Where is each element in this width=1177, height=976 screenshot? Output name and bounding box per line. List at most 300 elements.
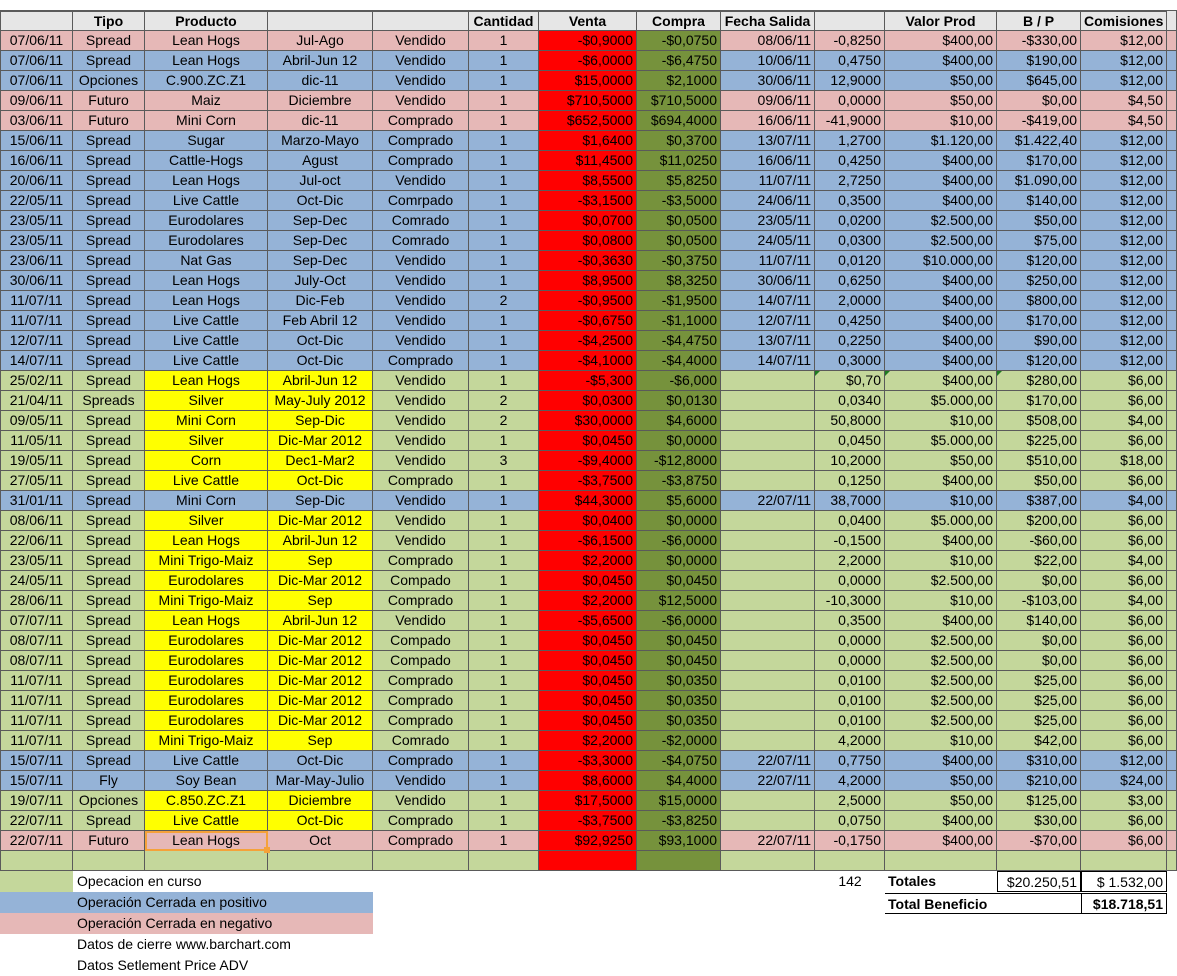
venta-cell[interactable]: -$0,6750 [539, 311, 637, 331]
diferencia-cell[interactable]: 0,4250 [815, 151, 885, 171]
mes-cell[interactable]: Feb Abril 12 [268, 311, 373, 331]
comisiones-cell[interactable]: $12,00 [1081, 311, 1167, 331]
cantidad-cell[interactable]: 2 [469, 391, 539, 411]
compra-cell[interactable]: -$4,4750 [637, 331, 721, 351]
producto-cell[interactable]: Lean Hogs [145, 271, 268, 291]
tipo-cell[interactable]: Spread [73, 191, 145, 211]
producto-cell[interactable]: Sugar [145, 131, 268, 151]
mes-cell[interactable]: Dic-Mar 2012 [268, 651, 373, 671]
operacion-cell[interactable]: Vendido [373, 451, 469, 471]
bp-cell[interactable]: $125,00 [997, 791, 1081, 811]
mes-cell[interactable]: Agust [268, 151, 373, 171]
operacion-cell[interactable]: Vendido [373, 511, 469, 531]
operacion-cell[interactable]: Comprado [373, 711, 469, 731]
fecha-salida-cell[interactable]: 24/05/11 [721, 231, 815, 251]
valor-prod-cell[interactable]: $10,00 [885, 591, 997, 611]
diferencia-cell[interactable]: 0,1250 [815, 471, 885, 491]
bp-cell[interactable]: $0,00 [997, 91, 1081, 111]
bp-cell[interactable]: -$330,00 [997, 31, 1081, 51]
diferencia-cell[interactable]: 0,3000 [815, 351, 885, 371]
valor-prod-cell[interactable]: $1.120,00 [885, 131, 997, 151]
mes-cell[interactable]: Abril-Jun 12 [268, 611, 373, 631]
cantidad-cell[interactable]: 1 [469, 431, 539, 451]
compra-cell[interactable]: $5,8250 [637, 171, 721, 191]
tipo-cell[interactable]: Spread [73, 331, 145, 351]
bp-cell[interactable]: $90,00 [997, 331, 1081, 351]
diferencia-cell[interactable]: 0,0000 [815, 91, 885, 111]
comisiones-cell[interactable]: $6,00 [1081, 371, 1167, 391]
diferencia-cell[interactable]: 0,0000 [815, 631, 885, 651]
cantidad-cell[interactable]: 1 [469, 791, 539, 811]
compra-cell[interactable]: -$4,0750 [637, 751, 721, 771]
mes-cell[interactable]: Oct-Dic [268, 471, 373, 491]
comisiones-cell[interactable]: $6,00 [1081, 611, 1167, 631]
bp-cell[interactable]: $120,00 [997, 251, 1081, 271]
fecha-cell[interactable]: 23/05/11 [0, 551, 73, 571]
fecha-salida-cell[interactable] [721, 631, 815, 651]
venta-cell[interactable]: -$5,300 [539, 371, 637, 391]
comisiones-cell[interactable]: $12,00 [1081, 291, 1167, 311]
fecha-salida-cell[interactable]: 10/06/11 [721, 51, 815, 71]
valor-prod-cell[interactable]: $400,00 [885, 751, 997, 771]
comisiones-cell[interactable]: $6,00 [1081, 511, 1167, 531]
operacion-cell[interactable]: Vendido [373, 611, 469, 631]
venta-cell[interactable]: $8,5500 [539, 171, 637, 191]
venta-cell[interactable]: $0,0800 [539, 231, 637, 251]
operacion-cell[interactable] [373, 851, 469, 871]
cantidad-cell[interactable]: 1 [469, 251, 539, 271]
valor-prod-cell[interactable]: $400,00 [885, 291, 997, 311]
compra-cell[interactable]: -$0,0750 [637, 31, 721, 51]
fecha-salida-cell[interactable] [721, 551, 815, 571]
bp-cell[interactable]: $190,00 [997, 51, 1081, 71]
bp-cell[interactable]: $25,00 [997, 671, 1081, 691]
fecha-cell[interactable]: 28/06/11 [0, 591, 73, 611]
mes-cell[interactable]: Sep-Dec [268, 211, 373, 231]
compra-cell[interactable]: $0,0500 [637, 211, 721, 231]
diferencia-cell[interactable]: 0,4250 [815, 311, 885, 331]
mes-cell[interactable]: Sep-Dic [268, 491, 373, 511]
venta-cell[interactable]: -$0,9500 [539, 291, 637, 311]
bp-cell[interactable]: $0,00 [997, 631, 1081, 651]
cantidad-cell[interactable]: 1 [469, 111, 539, 131]
producto-cell[interactable]: Lean Hogs [145, 51, 268, 71]
venta-cell[interactable]: -$3,3000 [539, 751, 637, 771]
fecha-salida-cell[interactable] [721, 571, 815, 591]
cantidad-cell[interactable]: 1 [469, 591, 539, 611]
fecha-cell[interactable]: 16/06/11 [0, 151, 73, 171]
bp-cell[interactable]: $120,00 [997, 351, 1081, 371]
producto-cell[interactable]: Silver [145, 511, 268, 531]
diferencia-cell[interactable]: 0,0100 [815, 691, 885, 711]
bp-cell[interactable]: $800,00 [997, 291, 1081, 311]
fecha-cell[interactable]: 11/07/11 [0, 671, 73, 691]
fecha-salida-cell[interactable]: 08/06/11 [721, 31, 815, 51]
producto-cell[interactable]: Lean Hogs [145, 171, 268, 191]
tipo-cell[interactable]: Spread [73, 311, 145, 331]
compra-cell[interactable]: $0,0500 [637, 231, 721, 251]
comisiones-cell[interactable]: $6,00 [1081, 631, 1167, 651]
fecha-cell[interactable]: 15/07/11 [0, 771, 73, 791]
venta-cell[interactable]: $0,0450 [539, 691, 637, 711]
valor-prod-cell[interactable]: $400,00 [885, 331, 997, 351]
producto-cell[interactable]: Eurodolares [145, 631, 268, 651]
fecha-cell[interactable]: 30/06/11 [0, 271, 73, 291]
diferencia-cell[interactable]: 2,2000 [815, 551, 885, 571]
producto-cell[interactable]: Lean Hogs [145, 831, 268, 851]
producto-cell[interactable]: Live Cattle [145, 311, 268, 331]
fecha-salida-cell[interactable] [721, 531, 815, 551]
diferencia-cell[interactable]: 2,0000 [815, 291, 885, 311]
comisiones-cell[interactable]: $4,50 [1081, 91, 1167, 111]
mes-cell[interactable]: Oct [268, 831, 373, 851]
venta-cell[interactable]: $710,5000 [539, 91, 637, 111]
mes-cell[interactable]: Oct-Dic [268, 811, 373, 831]
valor-prod-cell[interactable]: $5.000,00 [885, 391, 997, 411]
bp-cell[interactable]: $1.422,40 [997, 131, 1081, 151]
comisiones-cell[interactable]: $4,00 [1081, 411, 1167, 431]
operacion-cell[interactable]: Vendido [373, 791, 469, 811]
comisiones-cell[interactable]: $6,00 [1081, 811, 1167, 831]
valor-prod-cell[interactable]: $400,00 [885, 371, 997, 391]
operacion-cell[interactable]: Vendido [373, 291, 469, 311]
fecha-cell[interactable]: 11/07/11 [0, 731, 73, 751]
valor-prod-cell[interactable]: $10,00 [885, 411, 997, 431]
comisiones-cell[interactable]: $12,00 [1081, 271, 1167, 291]
tipo-cell[interactable]: Spread [73, 711, 145, 731]
fecha-cell[interactable]: 22/06/11 [0, 531, 73, 551]
compra-cell[interactable]: -$4,4000 [637, 351, 721, 371]
comisiones-cell[interactable]: $12,00 [1081, 191, 1167, 211]
mes-cell[interactable]: Jul-oct [268, 171, 373, 191]
fecha-cell[interactable]: 15/07/11 [0, 751, 73, 771]
fill-handle[interactable] [264, 847, 270, 853]
bp-cell[interactable]: $140,00 [997, 191, 1081, 211]
operacion-cell[interactable]: Comprado [373, 351, 469, 371]
fecha-cell[interactable]: 07/06/11 [0, 31, 73, 51]
tipo-cell[interactable]: Spread [73, 591, 145, 611]
cantidad-cell[interactable]: 1 [469, 631, 539, 651]
venta-cell[interactable]: $15,0000 [539, 71, 637, 91]
operacion-cell[interactable]: Vendido [373, 71, 469, 91]
bp-cell[interactable]: $50,00 [997, 471, 1081, 491]
tipo-cell[interactable]: Fly [73, 771, 145, 791]
valor-prod-cell[interactable]: $400,00 [885, 531, 997, 551]
valor-prod-cell[interactable]: $400,00 [885, 51, 997, 71]
tipo-cell[interactable]: Spread [73, 431, 145, 451]
tipo-cell[interactable]: Spread [73, 551, 145, 571]
producto-cell[interactable]: Cattle-Hogs [145, 151, 268, 171]
compra-cell[interactable]: $694,4000 [637, 111, 721, 131]
valor-prod-cell[interactable]: $50,00 [885, 71, 997, 91]
producto-cell[interactable]: Lean Hogs [145, 531, 268, 551]
diferencia-cell[interactable]: 0,4750 [815, 51, 885, 71]
venta-cell[interactable]: $0,0450 [539, 431, 637, 451]
diferencia-cell[interactable]: 1,2700 [815, 131, 885, 151]
cantidad-cell[interactable]: 1 [469, 31, 539, 51]
cantidad-cell[interactable]: 1 [469, 51, 539, 71]
tipo-cell[interactable]: Futuro [73, 111, 145, 131]
operacion-cell[interactable]: Comprado [373, 131, 469, 151]
comisiones-cell[interactable]: $12,00 [1081, 71, 1167, 91]
fecha-salida-cell[interactable]: 16/06/11 [721, 111, 815, 131]
comisiones-cell[interactable]: $6,00 [1081, 731, 1167, 751]
fecha-salida-cell[interactable]: 13/07/11 [721, 331, 815, 351]
fecha-cell[interactable]: 22/07/11 [0, 831, 73, 851]
valor-prod-cell[interactable]: $50,00 [885, 791, 997, 811]
producto-cell[interactable]: Silver [145, 431, 268, 451]
operacion-cell[interactable]: Vendido [373, 51, 469, 71]
cantidad-cell[interactable]: 1 [469, 731, 539, 751]
compra-cell[interactable]: $0,3700 [637, 131, 721, 151]
fecha-salida-cell[interactable] [721, 391, 815, 411]
operacion-cell[interactable]: Compado [373, 631, 469, 651]
operacion-cell[interactable]: Comprado [373, 831, 469, 851]
valor-prod-cell[interactable]: $400,00 [885, 611, 997, 631]
producto-cell[interactable]: Nat Gas [145, 251, 268, 271]
mes-cell[interactable]: Dic-Mar 2012 [268, 511, 373, 531]
tipo-cell[interactable]: Spread [73, 691, 145, 711]
diferencia-cell[interactable]: 10,2000 [815, 451, 885, 471]
compra-cell[interactable]: $0,0450 [637, 631, 721, 651]
fecha-salida-cell[interactable]: 14/07/11 [721, 351, 815, 371]
diferencia-cell[interactable]: 0,0100 [815, 711, 885, 731]
fecha-salida-cell[interactable]: 23/05/11 [721, 211, 815, 231]
tipo-cell[interactable]: Spread [73, 731, 145, 751]
venta-cell[interactable]: $0,0450 [539, 651, 637, 671]
fecha-cell[interactable]: 25/02/11 [0, 371, 73, 391]
tipo-cell[interactable]: Opciones [73, 71, 145, 91]
bp-cell[interactable]: -$60,00 [997, 531, 1081, 551]
bp-cell[interactable]: $387,00 [997, 491, 1081, 511]
comisiones-cell[interactable]: $12,00 [1081, 331, 1167, 351]
comisiones-cell[interactable]: $12,00 [1081, 211, 1167, 231]
tipo-cell[interactable]: Futuro [73, 91, 145, 111]
valor-prod-cell[interactable]: $50,00 [885, 91, 997, 111]
valor-prod-cell[interactable]: $400,00 [885, 171, 997, 191]
fecha-salida-cell[interactable] [721, 431, 815, 451]
fecha-salida-cell[interactable]: 09/06/11 [721, 91, 815, 111]
valor-prod-cell[interactable]: $2.500,00 [885, 211, 997, 231]
venta-cell[interactable]: $0,0700 [539, 211, 637, 231]
tipo-cell[interactable]: Spread [73, 451, 145, 471]
producto-cell[interactable]: C.850.ZC.Z1 [145, 791, 268, 811]
compra-cell[interactable]: $710,5000 [637, 91, 721, 111]
compra-cell[interactable]: $0,0450 [637, 571, 721, 591]
mes-cell[interactable]: Jul-Ago [268, 31, 373, 51]
cantidad-cell[interactable]: 1 [469, 691, 539, 711]
mes-cell[interactable]: Sep [268, 731, 373, 751]
bp-cell[interactable]: $0,00 [997, 571, 1081, 591]
fecha-cell[interactable]: 03/06/11 [0, 111, 73, 131]
fecha-cell[interactable]: 21/04/11 [0, 391, 73, 411]
fecha-salida-cell[interactable] [721, 851, 815, 871]
operacion-cell[interactable]: Comprado [373, 811, 469, 831]
producto-cell[interactable]: Eurodolares [145, 651, 268, 671]
fecha-salida-cell[interactable]: 22/07/11 [721, 771, 815, 791]
diferencia-cell[interactable]: 0,7750 [815, 751, 885, 771]
venta-cell[interactable]: $652,5000 [539, 111, 637, 131]
tipo-cell[interactable]: Futuro [73, 831, 145, 851]
producto-cell[interactable]: Lean Hogs [145, 371, 268, 391]
tipo-cell[interactable]: Spread [73, 491, 145, 511]
cantidad-cell[interactable]: 2 [469, 291, 539, 311]
producto-cell[interactable]: Eurodolares [145, 711, 268, 731]
compra-cell[interactable]: -$3,8250 [637, 811, 721, 831]
compra-cell[interactable]: $4,6000 [637, 411, 721, 431]
bp-cell[interactable]: $50,00 [997, 211, 1081, 231]
cantidad-cell[interactable]: 1 [469, 231, 539, 251]
fecha-salida-cell[interactable] [721, 731, 815, 751]
compra-cell[interactable]: $0,0130 [637, 391, 721, 411]
compra-cell[interactable]: $5,6000 [637, 491, 721, 511]
compra-cell[interactable]: $0,0000 [637, 431, 721, 451]
cantidad-cell[interactable]: 1 [469, 331, 539, 351]
valor-prod-cell[interactable]: $2.500,00 [885, 571, 997, 591]
venta-cell[interactable]: $11,4500 [539, 151, 637, 171]
cantidad-cell[interactable]: 1 [469, 531, 539, 551]
operacion-cell[interactable]: Vendido [373, 371, 469, 391]
producto-cell[interactable]: Soy Bean [145, 771, 268, 791]
venta-cell[interactable]: $1,6400 [539, 131, 637, 151]
bp-cell[interactable]: $280,00 [997, 371, 1081, 391]
operacion-cell[interactable]: Vendido [373, 411, 469, 431]
diferencia-cell[interactable]: 4,2000 [815, 731, 885, 751]
bp-cell[interactable]: -$70,00 [997, 831, 1081, 851]
comisiones-cell[interactable]: $18,00 [1081, 451, 1167, 471]
venta-cell[interactable]: $0,0300 [539, 391, 637, 411]
producto-cell[interactable]: Live Cattle [145, 471, 268, 491]
comisiones-cell[interactable]: $6,00 [1081, 691, 1167, 711]
mes-cell[interactable]: Dic-Mar 2012 [268, 631, 373, 651]
cantidad-cell[interactable]: 1 [469, 751, 539, 771]
cantidad-cell[interactable]: 3 [469, 451, 539, 471]
fecha-cell[interactable]: 11/07/11 [0, 711, 73, 731]
comisiones-cell[interactable]: $4,50 [1081, 111, 1167, 131]
operacion-cell[interactable]: Comprado [373, 671, 469, 691]
mes-cell[interactable]: Mar-May-Julio [268, 771, 373, 791]
valor-prod-cell[interactable]: $400,00 [885, 191, 997, 211]
comisiones-cell[interactable]: $12,00 [1081, 231, 1167, 251]
comisiones-cell[interactable]: $12,00 [1081, 351, 1167, 371]
producto-cell[interactable]: Lean Hogs [145, 291, 268, 311]
fecha-cell[interactable]: 11/07/11 [0, 291, 73, 311]
cantidad-cell[interactable]: 1 [469, 551, 539, 571]
valor-prod-cell[interactable]: $400,00 [885, 271, 997, 291]
tipo-cell[interactable]: Spread [73, 811, 145, 831]
producto-cell[interactable]: Mini Corn [145, 111, 268, 131]
tipo-cell[interactable]: Spread [73, 411, 145, 431]
comisiones-cell[interactable]: $6,00 [1081, 531, 1167, 551]
compra-cell[interactable]: -$1,9500 [637, 291, 721, 311]
valor-prod-cell[interactable] [885, 851, 997, 871]
venta-cell[interactable]: -$6,1500 [539, 531, 637, 551]
mes-cell[interactable]: Dic-Feb [268, 291, 373, 311]
bp-cell[interactable] [997, 851, 1081, 871]
producto-cell[interactable]: Mini Corn [145, 491, 268, 511]
fecha-salida-cell[interactable] [721, 611, 815, 631]
operacion-cell[interactable]: Vendido [373, 331, 469, 351]
mes-cell[interactable]: Dic-Mar 2012 [268, 571, 373, 591]
compra-cell[interactable]: -$12,8000 [637, 451, 721, 471]
valor-prod-cell[interactable]: $10,00 [885, 111, 997, 131]
producto-cell[interactable]: Live Cattle [145, 811, 268, 831]
fecha-salida-cell[interactable] [721, 451, 815, 471]
cantidad-cell[interactable]: 1 [469, 211, 539, 231]
venta-cell[interactable]: -$3,7500 [539, 471, 637, 491]
comisiones-cell[interactable]: $4,00 [1081, 491, 1167, 511]
fecha-cell[interactable]: 07/06/11 [0, 71, 73, 91]
comisiones-cell[interactable]: $6,00 [1081, 651, 1167, 671]
compra-cell[interactable]: -$6,000 [637, 371, 721, 391]
fecha-cell[interactable]: 14/07/11 [0, 351, 73, 371]
comisiones-cell[interactable]: $12,00 [1081, 251, 1167, 271]
producto-cell[interactable]: Eurodolares [145, 231, 268, 251]
bp-cell[interactable]: $170,00 [997, 151, 1081, 171]
diferencia-cell[interactable]: -0,1750 [815, 831, 885, 851]
venta-cell[interactable]: $44,3000 [539, 491, 637, 511]
diferencia-cell[interactable]: 4,2000 [815, 771, 885, 791]
diferencia-cell[interactable]: 0,6250 [815, 271, 885, 291]
venta-cell[interactable]: $0,0450 [539, 671, 637, 691]
compra-cell[interactable] [637, 851, 721, 871]
cantidad-cell[interactable]: 1 [469, 271, 539, 291]
operacion-cell[interactable]: Vendido [373, 91, 469, 111]
cantidad-cell[interactable]: 2 [469, 411, 539, 431]
cantidad-cell[interactable] [469, 851, 539, 871]
diferencia-cell[interactable]: 38,7000 [815, 491, 885, 511]
fecha-cell[interactable]: 12/07/11 [0, 331, 73, 351]
compra-cell[interactable]: -$3,8750 [637, 471, 721, 491]
producto-cell[interactable]: Corn [145, 451, 268, 471]
mes-cell[interactable]: Sep-Dec [268, 231, 373, 251]
tipo-cell[interactable]: Spread [73, 171, 145, 191]
comisiones-cell[interactable]: $6,00 [1081, 831, 1167, 851]
compra-cell[interactable]: $15,0000 [637, 791, 721, 811]
diferencia-cell[interactable]: -10,3000 [815, 591, 885, 611]
tipo-cell[interactable]: Spread [73, 291, 145, 311]
fecha-cell[interactable]: 22/05/11 [0, 191, 73, 211]
fecha-salida-cell[interactable] [721, 791, 815, 811]
comisiones-cell[interactable]: $6,00 [1081, 671, 1167, 691]
cantidad-cell[interactable]: 1 [469, 831, 539, 851]
diferencia-cell[interactable]: 2,7250 [815, 171, 885, 191]
mes-cell[interactable]: Sep [268, 551, 373, 571]
fecha-cell[interactable]: 07/06/11 [0, 51, 73, 71]
tipo-cell[interactable]: Spread [73, 351, 145, 371]
fecha-cell[interactable]: 27/05/11 [0, 471, 73, 491]
valor-prod-cell[interactable]: $2.500,00 [885, 231, 997, 251]
fecha-salida-cell[interactable]: 22/07/11 [721, 751, 815, 771]
venta-cell[interactable]: $8,6000 [539, 771, 637, 791]
fecha-salida-cell[interactable] [721, 471, 815, 491]
compra-cell[interactable]: -$3,5000 [637, 191, 721, 211]
fecha-salida-cell[interactable]: 14/07/11 [721, 291, 815, 311]
valor-prod-cell[interactable]: $50,00 [885, 771, 997, 791]
cantidad-cell[interactable]: 1 [469, 571, 539, 591]
venta-cell[interactable]: $2,2000 [539, 731, 637, 751]
operacion-cell[interactable]: Vendido [373, 311, 469, 331]
fecha-cell[interactable]: 23/05/11 [0, 231, 73, 251]
fecha-salida-cell[interactable]: 24/06/11 [721, 191, 815, 211]
tipo-cell[interactable]: Spread [73, 211, 145, 231]
tipo-cell[interactable] [73, 851, 145, 871]
fecha-cell[interactable]: 09/05/11 [0, 411, 73, 431]
valor-prod-cell[interactable]: $400,00 [885, 831, 997, 851]
fecha-salida-cell[interactable] [721, 811, 815, 831]
tipo-cell[interactable]: Spread [73, 471, 145, 491]
tipo-cell[interactable]: Spread [73, 751, 145, 771]
